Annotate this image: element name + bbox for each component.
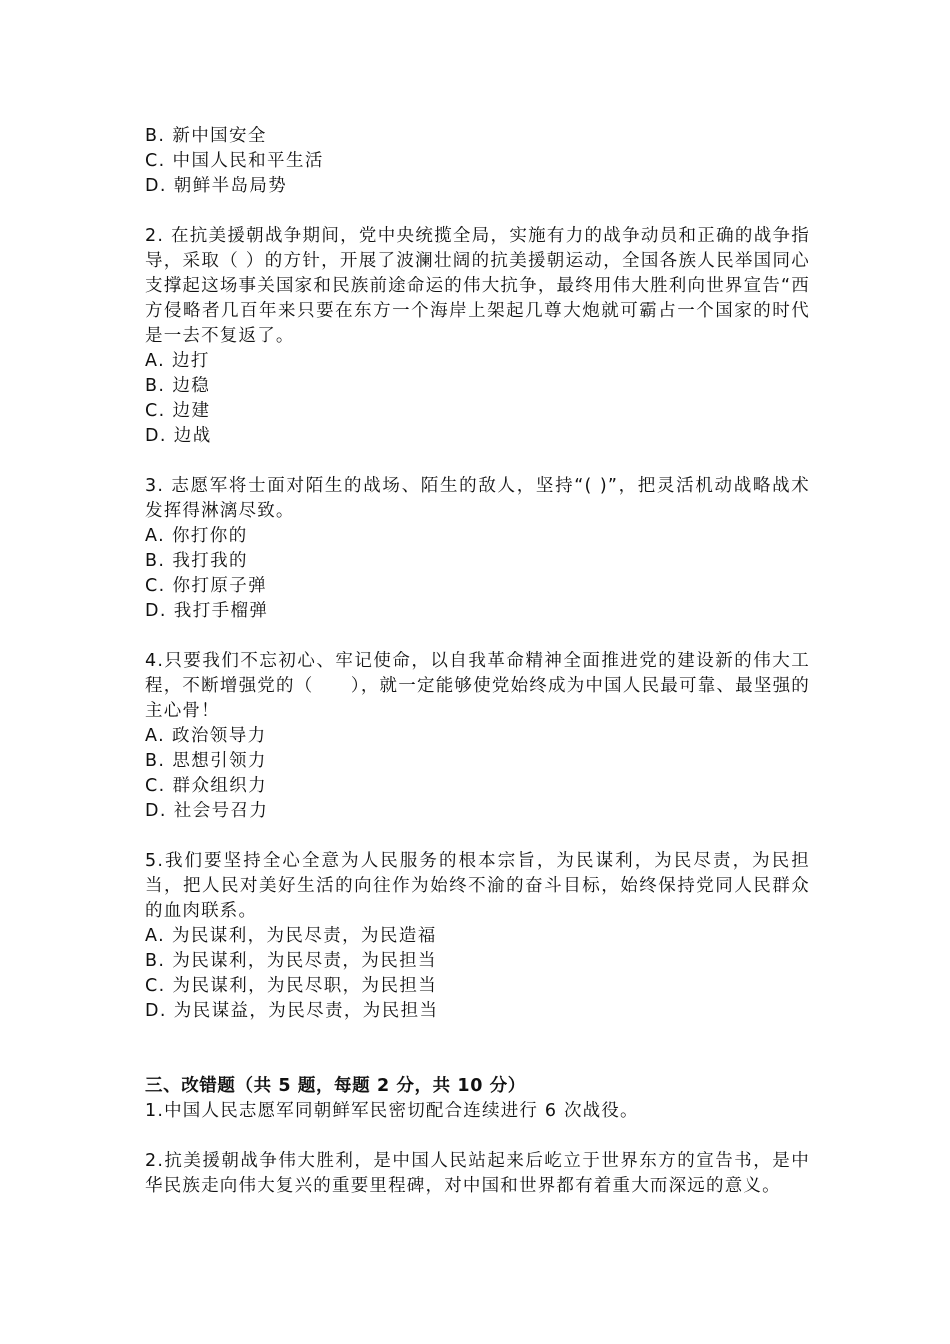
question-stem: 2. 在抗美援朝战争期间，党中央统揽全局，实施有力的战争动员和正确的战争指导，采取（ ）的方针，开展了波澜壮阔的抗美援朝运动，全国各族人民举国同心支撑起这场事关国家和民族前途命运的伟大抗争，最终用伟大胜利向世界宣告“西方侵略者几百年来只要在东方一个海岸上架起几尊大炮就可霸占一个国家的时代是一去不复返了。 bbox=[145, 226, 810, 346]
option-a: A. 你打你的 bbox=[145, 526, 248, 546]
question-stem: 5.我们要坚持全心全意为人民服务的根本宗旨，为民谋利，为民尽责，为民担当，把人民对美好生活的向往作为始终不渝的奋斗目标，始终保持党同人民群众的血肉联系。 bbox=[145, 851, 810, 921]
option-d: D. 边战 bbox=[145, 426, 212, 446]
correction-item-2: 2.抗美援朝战争伟大胜利，是中国人民站起来后屹立于世界东方的宣告书，是中华民族走向伟大复兴的重要里程碑，对中国和世界都有着重大而深远的意义。 bbox=[145, 1151, 810, 1196]
question-4 bbox=[145, 649, 810, 824]
option-d: D. 我打手榴弹 bbox=[145, 601, 269, 621]
option-a: A. 政治领导力 bbox=[145, 726, 267, 746]
question-stem: 3. 志愿军将士面对陌生的战场、陌生的敌人，坚持“( )”，把灵活机动战略战术发挥得淋漓尽致。 bbox=[145, 476, 810, 521]
option-c: C. 群众组织力 bbox=[145, 776, 268, 796]
option-b: B. 思想引领力 bbox=[145, 751, 267, 771]
option-a: A. 边打 bbox=[145, 351, 210, 371]
question-3 bbox=[145, 474, 810, 624]
question-5 bbox=[145, 849, 810, 1024]
question-2 bbox=[145, 224, 810, 449]
option-d: D. 社会号召力 bbox=[145, 801, 269, 821]
option-c: C. 中国人民和平生活 bbox=[145, 151, 324, 171]
option-c: C. 你打原子弹 bbox=[145, 576, 268, 596]
option-b: B. 边稳 bbox=[145, 376, 211, 396]
option-c: C. 边建 bbox=[145, 401, 211, 421]
option-d: D. 为民谋益，为民尽责，为民担当 bbox=[145, 1001, 439, 1021]
option-b: B. 新中国安全 bbox=[145, 126, 267, 146]
question-stem: 4.只要我们不忘初心、牢记使命，以自我革命精神全面推进党的建设新的伟大工程，不断增强党的（ ），就一定能够使党始终成为中国人民最可靠、最坚强的主心骨！ bbox=[145, 651, 810, 721]
section-title: 三、改错题（共 5 题，每题 2 分，共 10 分） bbox=[145, 1076, 526, 1096]
option-c: C. 为民谋利，为民尽职，为民担当 bbox=[145, 976, 438, 996]
option-b: B. 我打我的 bbox=[145, 551, 248, 571]
option-a: A. 为民谋利，为民尽责，为民造福 bbox=[145, 926, 437, 946]
document-page bbox=[145, 124, 810, 1199]
option-b: B. 为民谋利，为民尽责，为民担当 bbox=[145, 951, 437, 971]
option-d: D. 朝鲜半岛局势 bbox=[145, 176, 288, 196]
section-correction bbox=[145, 1074, 810, 1199]
correction-item-1: 1.中国人民志愿军同朝鲜军民密切配合连续进行 6 次战役。 bbox=[145, 1101, 639, 1121]
